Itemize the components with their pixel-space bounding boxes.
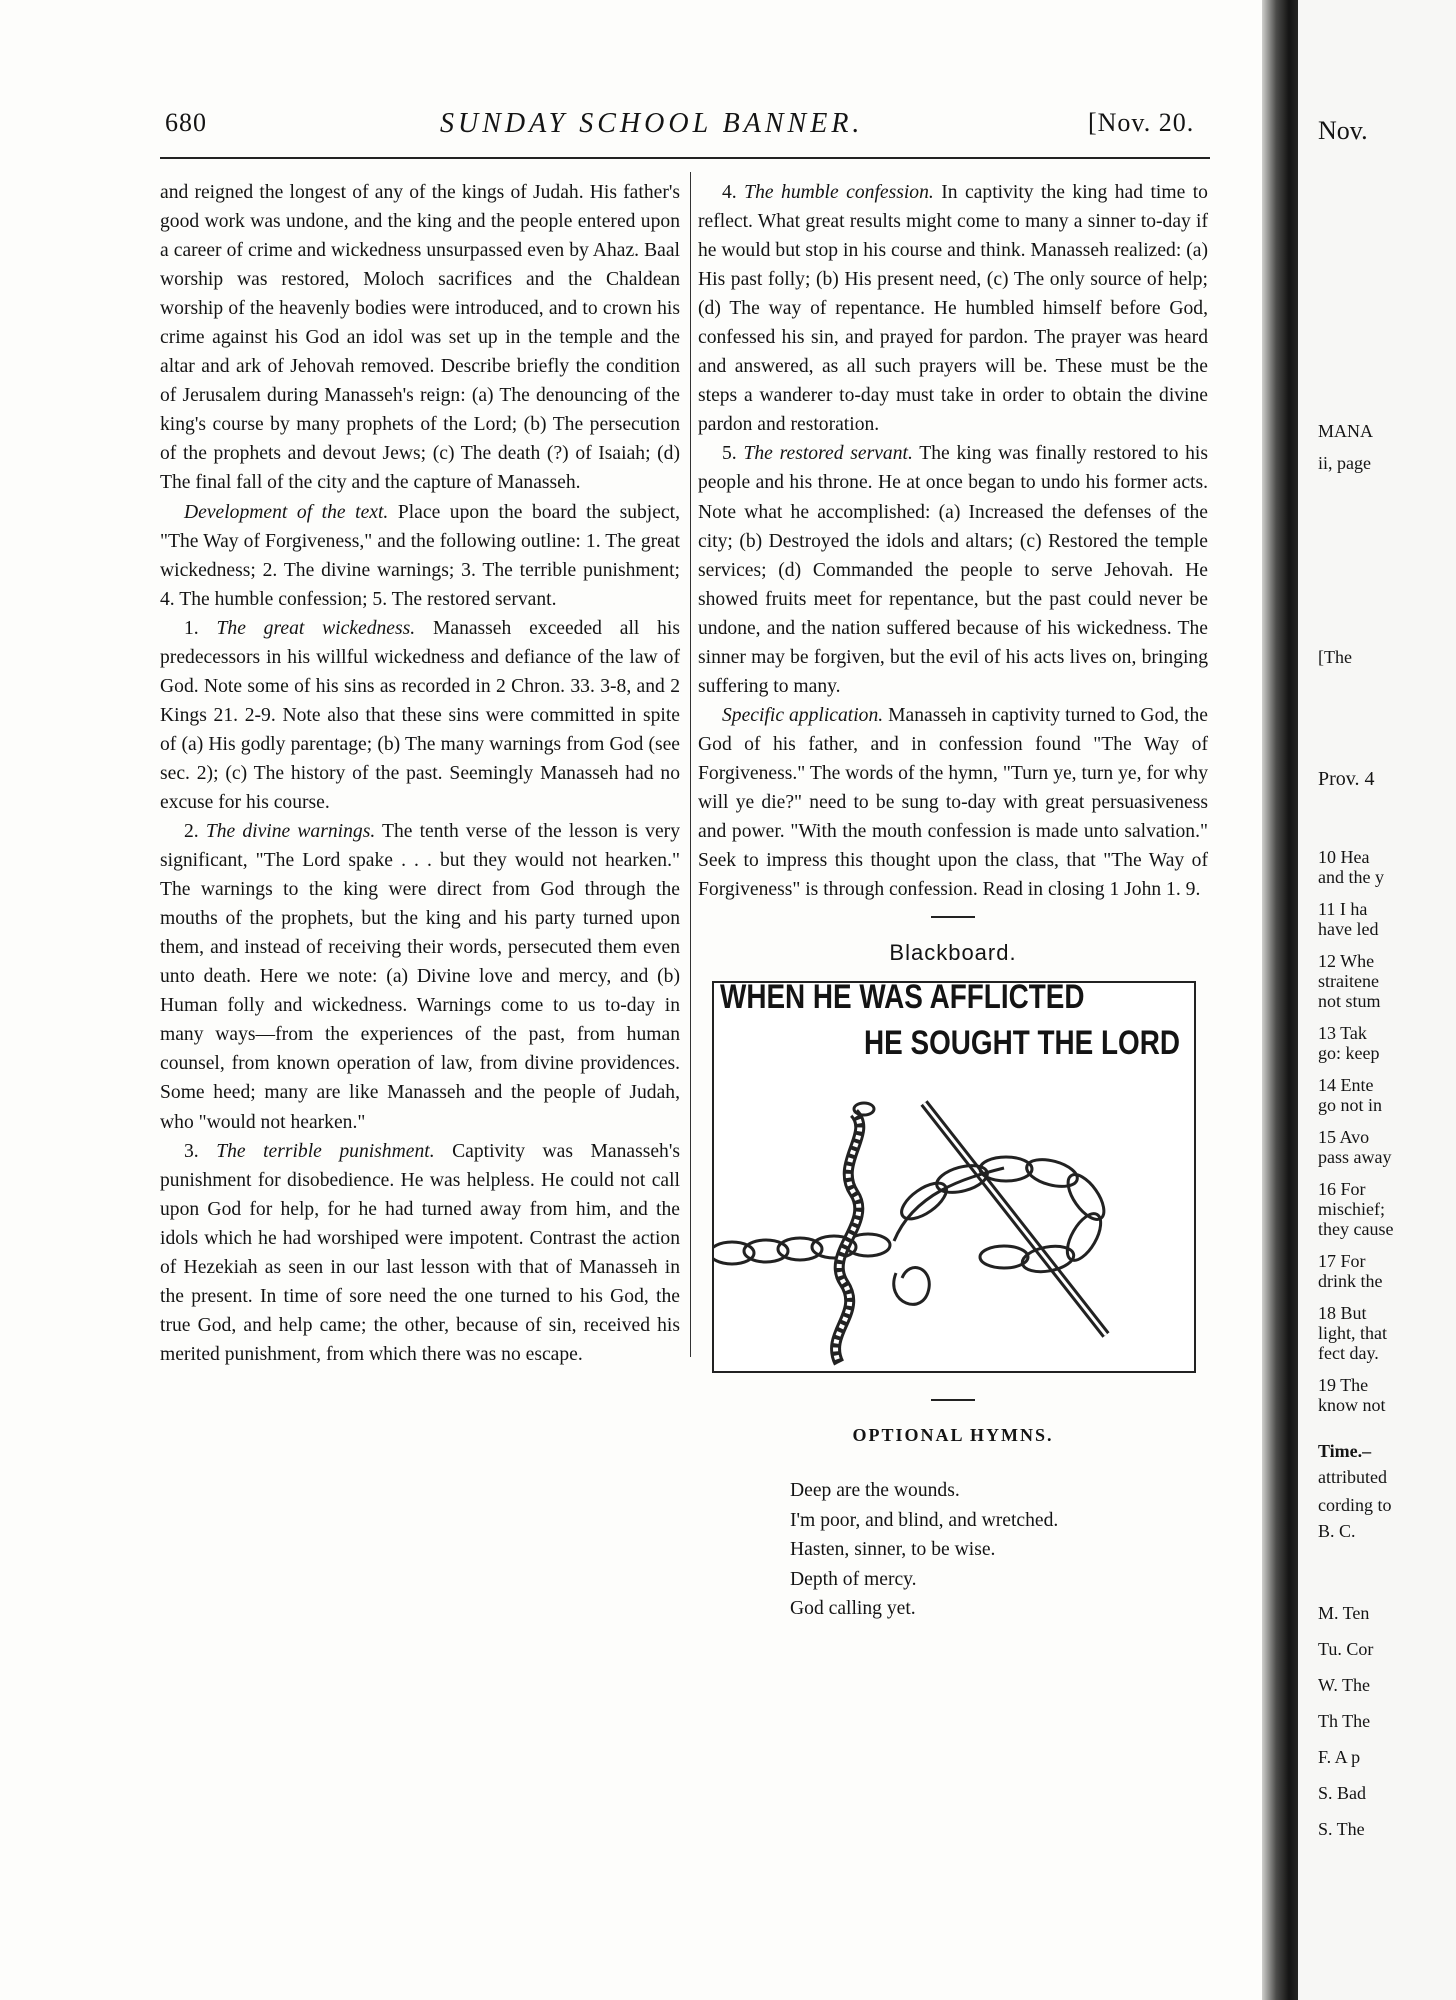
hymns-heading: OPTIONAL HYMNS. bbox=[852, 1425, 1054, 1446]
running-date: [Nov. 20. bbox=[1088, 108, 1195, 137]
fragment-line: attributed bbox=[1318, 1467, 1387, 1487]
section-2 bbox=[160, 817, 680, 1137]
fragment-line: M. Ten bbox=[1318, 1603, 1370, 1623]
left-column bbox=[160, 178, 680, 1369]
fragment-line: straitene bbox=[1318, 971, 1379, 991]
fragment-line: Time.– bbox=[1318, 1441, 1372, 1461]
application-label: Specific application. bbox=[722, 704, 884, 726]
fragment-line: cording to bbox=[1318, 1495, 1392, 1515]
fragment-line: light, that bbox=[1318, 1323, 1387, 1343]
list-item: Deep are the wounds. bbox=[790, 1480, 960, 1502]
separator-rule bbox=[931, 916, 975, 918]
fragment-line: S. Bad bbox=[1318, 1783, 1367, 1803]
development-paragraph bbox=[160, 498, 680, 614]
fragment-line: 18 But bbox=[1318, 1303, 1367, 1323]
section-body: Captivity was Manasseh's punishment for disobedience. He was helpless. He could not call upon God for help, for he had turned away from him, and the idols which he had worshiped were impotent. Contrast the action of Hezekiah as seen in our last lesson with that of Manasseh in the present. In time of sore need the one turned to his God, the true God, and help came; the other, because of sin, received his merited punishment, from which there was no escape. bbox=[160, 1140, 680, 1365]
header-rule bbox=[160, 157, 1210, 159]
fragment-line: mischief; bbox=[1318, 1199, 1385, 1219]
section-body: Manasseh exceeded all his predecessors in his willful wickedness and defiance of the law of God. Note some of his sins as recorded in 2 Chron. 33. 3-8, and 2 Kings 21. 2-9. Note also that these sins were committed in spite of (a) His godly parentage; (b) The many warnings from God (see sec. 2); (c) The history of the past. Seemingly Manasseh had no excuse for his course. bbox=[160, 617, 680, 813]
application-paragraph bbox=[698, 701, 1208, 904]
fragment-line: know not bbox=[1318, 1395, 1386, 1415]
list-item: Depth of mercy. bbox=[790, 1568, 917, 1590]
fragment-line: fect day. bbox=[1318, 1343, 1379, 1363]
fragment-line: 15 Avo bbox=[1318, 1127, 1370, 1147]
application-body: Manasseh in captivity turned to God, the God of his father, and in confession found "The Way of Forgiveness." The words of the hymn, "Turn ye, turn ye, for why will ye die?" need to be sung to-day with great persuasiveness and power. "With the mouth confession is made unto salvation." Seek to impress this thought upon the class, that "The Way of Forgiveness" is through confession. Read in closing 1 John 1. 9. bbox=[698, 704, 1208, 901]
page-number: 680 bbox=[165, 108, 207, 137]
fragment-line: they cause bbox=[1318, 1219, 1394, 1239]
section-1 bbox=[160, 614, 680, 817]
section-title: The divine warnings. bbox=[205, 821, 376, 843]
section-number: 4. bbox=[722, 182, 737, 203]
fragment-line: 11 I ha bbox=[1318, 899, 1368, 919]
section-number: 5. bbox=[722, 443, 737, 465]
fragment-line: 14 Ente bbox=[1318, 1075, 1374, 1095]
running-title: SUNDAY SCHOOL BANNER. bbox=[440, 108, 864, 139]
section-5 bbox=[698, 439, 1208, 700]
fragment-line: S. The bbox=[1318, 1819, 1365, 1839]
fragment-line: W. The bbox=[1318, 1675, 1370, 1695]
section-4 bbox=[698, 178, 1208, 439]
fragment-line: ii, page bbox=[1318, 453, 1371, 473]
next-page-header: Nov. bbox=[1318, 116, 1368, 145]
fragment-line: Th The bbox=[1318, 1711, 1371, 1731]
fragment-line: go: keep bbox=[1318, 1043, 1380, 1063]
fragment-line: Prov. 4 bbox=[1318, 768, 1375, 790]
fragment-line: [The bbox=[1318, 647, 1352, 667]
hymn-list bbox=[698, 1476, 1208, 1624]
list-item: I'm poor, and blind, and wretched. bbox=[790, 1509, 1059, 1531]
section-body: In captivity the king had time to reflect. What great results might come to many a sinner to-day if he would but stop in his course and think. Manasseh realized: (a) His past folly; (b) His present need, (c) The only source of help; (d) The way of repentance. He humbled himself before God, confessed his sin, and prayed for pardon. The prayer was heard and answered, as all such prayers will be. These must be the steps a wanderer to-day must take in order to obtain the divine pardon and restoration. bbox=[698, 182, 1208, 436]
fragment-line: 19 The bbox=[1318, 1375, 1369, 1395]
separator-rule bbox=[931, 1399, 975, 1401]
fragment-line: 16 For bbox=[1318, 1179, 1366, 1199]
fragment-line: 13 Tak bbox=[1318, 1023, 1367, 1043]
list-item: Hasten, sinner, to be wise. bbox=[790, 1539, 996, 1561]
development-label: Development of the text. bbox=[184, 501, 389, 523]
book-gutter bbox=[1262, 0, 1298, 2000]
blackboard-heading: Blackboard. bbox=[889, 940, 1017, 966]
section-body: The tenth verse of the lesson is very significant, "The Lord spake . . . but they would not hearken." The warnings to the king were direct from God through the mouths of the prophets, but the king and his party turned upon them, and instead of receiving their words, persecuted them even unto death. Here we note: (a) Divine love and mercy, and (b) Human folly and wickedness. Warnings come to us to-day in many ways—from the experiences of the past, from human counsel, from known operation of law, from divine providences. Some heed; many are like Manasseh and the people of Judah, who "would not hearken." bbox=[160, 821, 680, 1133]
fragment-line: have led bbox=[1318, 919, 1379, 939]
fragment-line: 10 Hea bbox=[1318, 847, 1370, 867]
list-item: God calling yet. bbox=[790, 1598, 916, 1620]
section-title: The humble confession. bbox=[744, 182, 934, 203]
fragment-line: B. C. bbox=[1318, 1521, 1356, 1541]
next-page-fragment bbox=[1298, 0, 1456, 2000]
section-number: 3. bbox=[184, 1140, 199, 1162]
section-3 bbox=[160, 1137, 680, 1369]
fragment-line: MANA bbox=[1318, 421, 1374, 441]
blackboard-illustration bbox=[712, 981, 1196, 1373]
fragment-line: and the y bbox=[1318, 867, 1384, 887]
fragment-line: F. A p bbox=[1318, 1747, 1361, 1767]
section-number: 2. bbox=[184, 821, 199, 843]
fragment-line: 12 Whe bbox=[1318, 951, 1375, 971]
fragment-line: 17 For bbox=[1318, 1251, 1366, 1271]
development-body: Place upon the board the subject, "The Way of Forgiveness," and the following outline: 1. The great wickedness; 2. The divine warnings; 3. The terrible punishment; 4. The humble confession; 5. The restored servant. bbox=[160, 501, 680, 610]
right-column bbox=[698, 178, 1208, 1624]
section-number: 1. bbox=[184, 617, 199, 639]
fragment-line: Tu. Cor bbox=[1318, 1639, 1374, 1659]
section-title: The restored servant. bbox=[743, 443, 913, 465]
fragment-line: pass away bbox=[1318, 1147, 1392, 1167]
column-divider bbox=[690, 172, 691, 1357]
blackboard-line-1: WHEN HE WAS AFFLICTED bbox=[720, 981, 1085, 1017]
intro-paragraph: and reigned the longest of any of the kings of Judah. His father's good work was undone, and the king and the people entered upon a career of crime and wickedness unsurpassed even by Ahaz. Baal worship was restored, Moloch sacrifices and the Chaldean worship of the heavenly bodies were introduced, and to crown his crime against his God an idol was set up in the temple and the altar and ark of Jehovah removed. Describe briefly the condition of Jerusalem during Manasseh's reign: (a) The denouncing of the king's course by many prophets of the Lord; (b) The persecution of the prophets and devout Jews; (c) The death (?) of Isaiah; (d) The final fall of the city and the capture of Manasseh. bbox=[160, 182, 680, 494]
section-title: The great wickedness. bbox=[216, 617, 416, 639]
section-title: The terrible punishment. bbox=[216, 1140, 435, 1162]
serpent-chain-icon bbox=[714, 1073, 1194, 1369]
fragment-line: drink the bbox=[1318, 1271, 1383, 1291]
fragment-line: go not in bbox=[1318, 1095, 1383, 1115]
fragment-line: not stum bbox=[1318, 991, 1381, 1011]
blackboard-line-2: HE SOUGHT THE LORD bbox=[864, 1024, 1180, 1063]
section-body: The king was finally restored to his people and his throne. He at once began to undo his former acts. Note what he accomplished: (a) Increased the defenses of the city; (b) Destroyed the idols and altars; (c) Restored the temple services; (d) Commanded the people to serve Jehovah. He showed fruits meet for repentance, but the past could never be undone, and the nation suffered because of his wickedness. The sinner may be forgiven, but the evil of his acts lives on, bringing suffering to many. bbox=[698, 443, 1208, 697]
